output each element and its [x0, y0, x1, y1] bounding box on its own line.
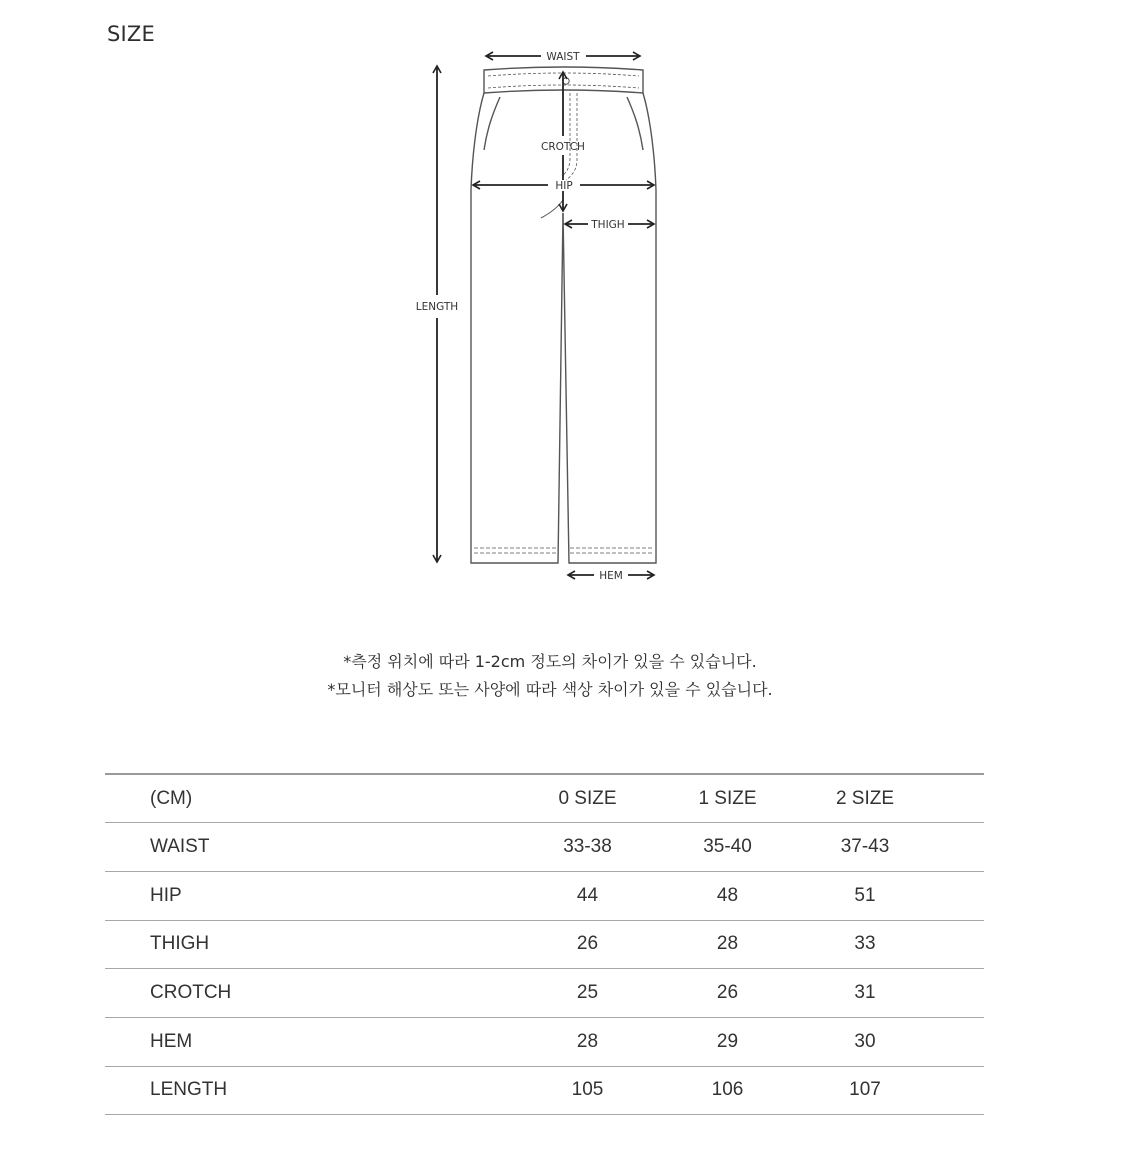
cell-value: 30 [854, 1030, 876, 1052]
cell-value: 31 [854, 982, 876, 1004]
cell-value: 37-43 [840, 836, 890, 858]
cell-value: 33-38 [563, 836, 612, 858]
hip-label: HIP [555, 180, 573, 192]
table-row [105, 969, 984, 1018]
table-row [105, 1017, 984, 1066]
cell-value: 44 [576, 884, 599, 906]
table-header-row [105, 774, 984, 823]
row-label: HEM [150, 1030, 193, 1052]
size-table [105, 773, 984, 1115]
cell-value: 105 [571, 1079, 604, 1101]
hem-label: HEM [599, 570, 623, 582]
row-label: HIP [150, 884, 182, 906]
waist-label: WAIST [546, 51, 580, 63]
cell-value: 28 [576, 1030, 599, 1052]
cell-value: 29 [716, 1030, 739, 1052]
size-title: SIZE [107, 22, 155, 46]
note-line: *측정 위치에 따라 1-2cm 정도의 차이가 있을 수 있습니다. [343, 652, 757, 671]
row-label: CROTCH [150, 982, 232, 1004]
measurement-notes [0, 648, 1100, 704]
row-label: LENGTH [150, 1079, 228, 1101]
row-label: WAIST [150, 836, 210, 858]
note-line: *모니터 해상도 또는 사양에 따라 색상 차이가 있을 수 있습니다. [327, 680, 773, 699]
table-row [105, 920, 984, 969]
table-row [105, 1066, 984, 1115]
cell-value: 26 [576, 933, 599, 955]
table-header-size-1: 1 SIZE [698, 787, 757, 809]
cell-value: 35-40 [703, 836, 752, 858]
cell-value: 107 [849, 1079, 881, 1101]
cell-value: 26 [716, 982, 739, 1004]
table-row [105, 871, 984, 920]
length-label: LENGTH [415, 301, 459, 313]
cell-value: 28 [716, 933, 739, 955]
cell-value: 51 [854, 884, 876, 906]
cell-value: 48 [716, 884, 739, 906]
table-header-size-2: 2 SIZE [835, 787, 895, 809]
thigh-label: THIGH [591, 219, 625, 231]
row-label: THIGH [150, 933, 210, 955]
table-header-unit: (CM) [150, 787, 193, 809]
cell-value: 106 [711, 1079, 744, 1101]
table-header-size-0: 0 SIZE [558, 787, 617, 809]
cell-value: 25 [576, 982, 599, 1004]
crotch-label: CROTCH [541, 141, 585, 153]
cell-value: 33 [854, 933, 876, 955]
table-row [105, 823, 984, 872]
